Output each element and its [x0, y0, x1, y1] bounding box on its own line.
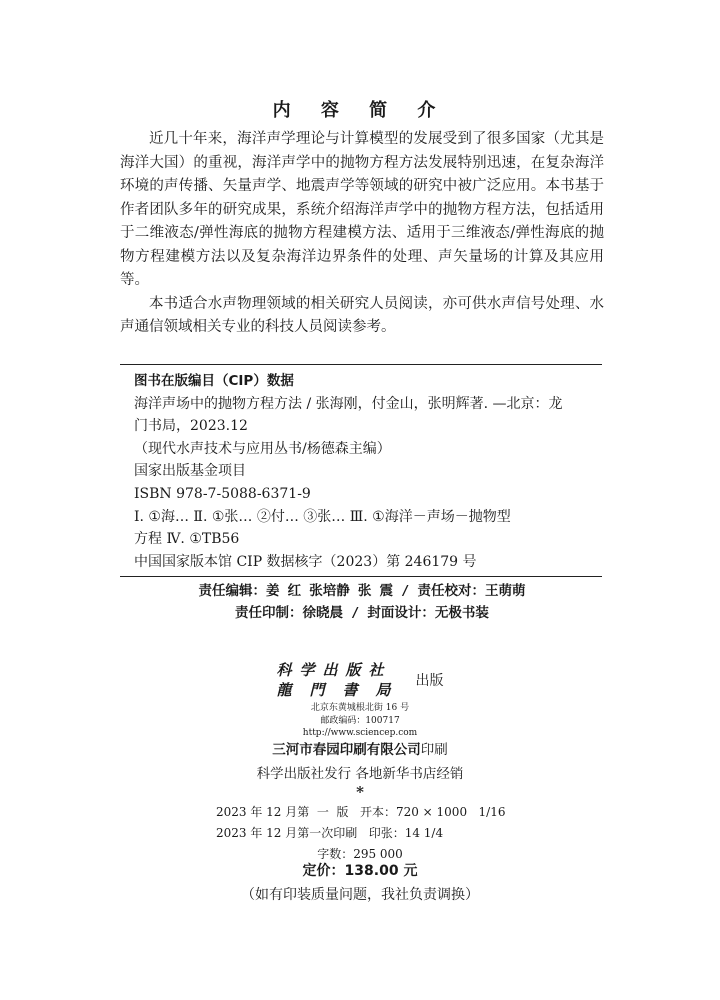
spec-word-count: 字数：295 000 [317, 847, 403, 861]
printer-line [0, 738, 720, 758]
edition-specs [0, 802, 720, 865]
cip-top-divider [120, 364, 602, 365]
publisher-postcode: 邮政编码：100717 [320, 715, 400, 726]
cip-bottom-divider [120, 576, 602, 577]
spec-printing: 2023 年 12 月第一次印刷 印张：14 1/4 [216, 826, 444, 840]
credits-block [120, 580, 604, 624]
cip-heading: 图书在版编目（CIP）数据 [134, 373, 294, 389]
credits-print-design: 责任印制：徐晓晨 / 封面设计：无极书装 [235, 605, 489, 621]
cip-classification-wrap: 方程 Ⅳ. ①TB56 [134, 531, 240, 548]
printer-name: 三河市春园印刷有限公司 [272, 742, 421, 758]
publisher-suffix: 出版 [415, 673, 444, 689]
spec-edition: 2023 年 12 月第 一 版 开本：720 × 1000 1/16 [216, 805, 506, 819]
cip-data-block [120, 370, 604, 573]
page-title: 内 容 简 介 [272, 100, 448, 121]
publisher-logo-line-2: 龍門書局 [276, 681, 409, 699]
publisher-logo-line-1: 科学出版社 [276, 661, 392, 679]
cip-isbn: ISBN 978-7-5088-6371-9 [134, 485, 311, 502]
publisher-address: 北京东黄城根北街 16 号 [310, 703, 410, 713]
price: 定价：138.00 元 [302, 863, 418, 879]
publisher-logo [276, 660, 408, 700]
intro-section [120, 128, 604, 340]
publisher-block [0, 660, 720, 700]
intro-paragraph-2: 本书适合水声物理领域的相关研究人员阅读，亦可供水声信号处理、水声通信领域相关专业的科技人员阅读参考。 [120, 295, 604, 335]
publisher-website: http://www.sciencep.com [302, 728, 418, 738]
publisher-contact [0, 702, 720, 740]
cip-title-line: 海洋声场中的抛物方程方法 / 张海刚，付金山，张明辉著. —北京：龙 [134, 395, 563, 412]
intro-paragraph-1: 近几十年来，海洋声学理论与计算模型的发展受到了很多国家（尤其是海洋大国）的重视，海洋声学中的抛物方程方法发展特别迅速，在复杂海洋环境的声传播、矢量声学、地震声学等领域的研究中被广泛应用。本书基于作者团队多年的研究成果，系统介绍海洋声学中的抛物方程方法，包括适用于二维液态/弹性海底的抛物方程建模方法、适用于三维液态/弹性海底的抛物方程建模方法以及复杂海洋边界条件的处理、声矢量场的计算及其应用等。 [120, 131, 604, 288]
cip-number: 中国国家版本馆 CIP 数据核字（2023）第 246179 号 [134, 553, 477, 570]
cip-classification: Ⅰ. ①海… Ⅱ. ①张… ②付… ③张… Ⅲ. ①海洋－声场－抛物型 [134, 508, 511, 525]
distributor-line: 科学出版社发行 各地新华书店经销 [256, 766, 464, 782]
cip-title-line-wrap: 门书局，2023.12 [134, 418, 248, 435]
cip-series: （现代水声技术与应用丛书/杨德森主编） [134, 440, 391, 457]
credits-editors: 责任编辑：姜 红 张培静 张 震 / 责任校对：王萌萌 [198, 583, 526, 599]
printer-suffix: 印刷 [420, 742, 448, 758]
separator-star: * [356, 783, 364, 801]
cip-fund: 国家出版基金项目 [134, 463, 246, 480]
quality-notice: （如有印装质量问题，我社负责调换） [241, 887, 479, 903]
